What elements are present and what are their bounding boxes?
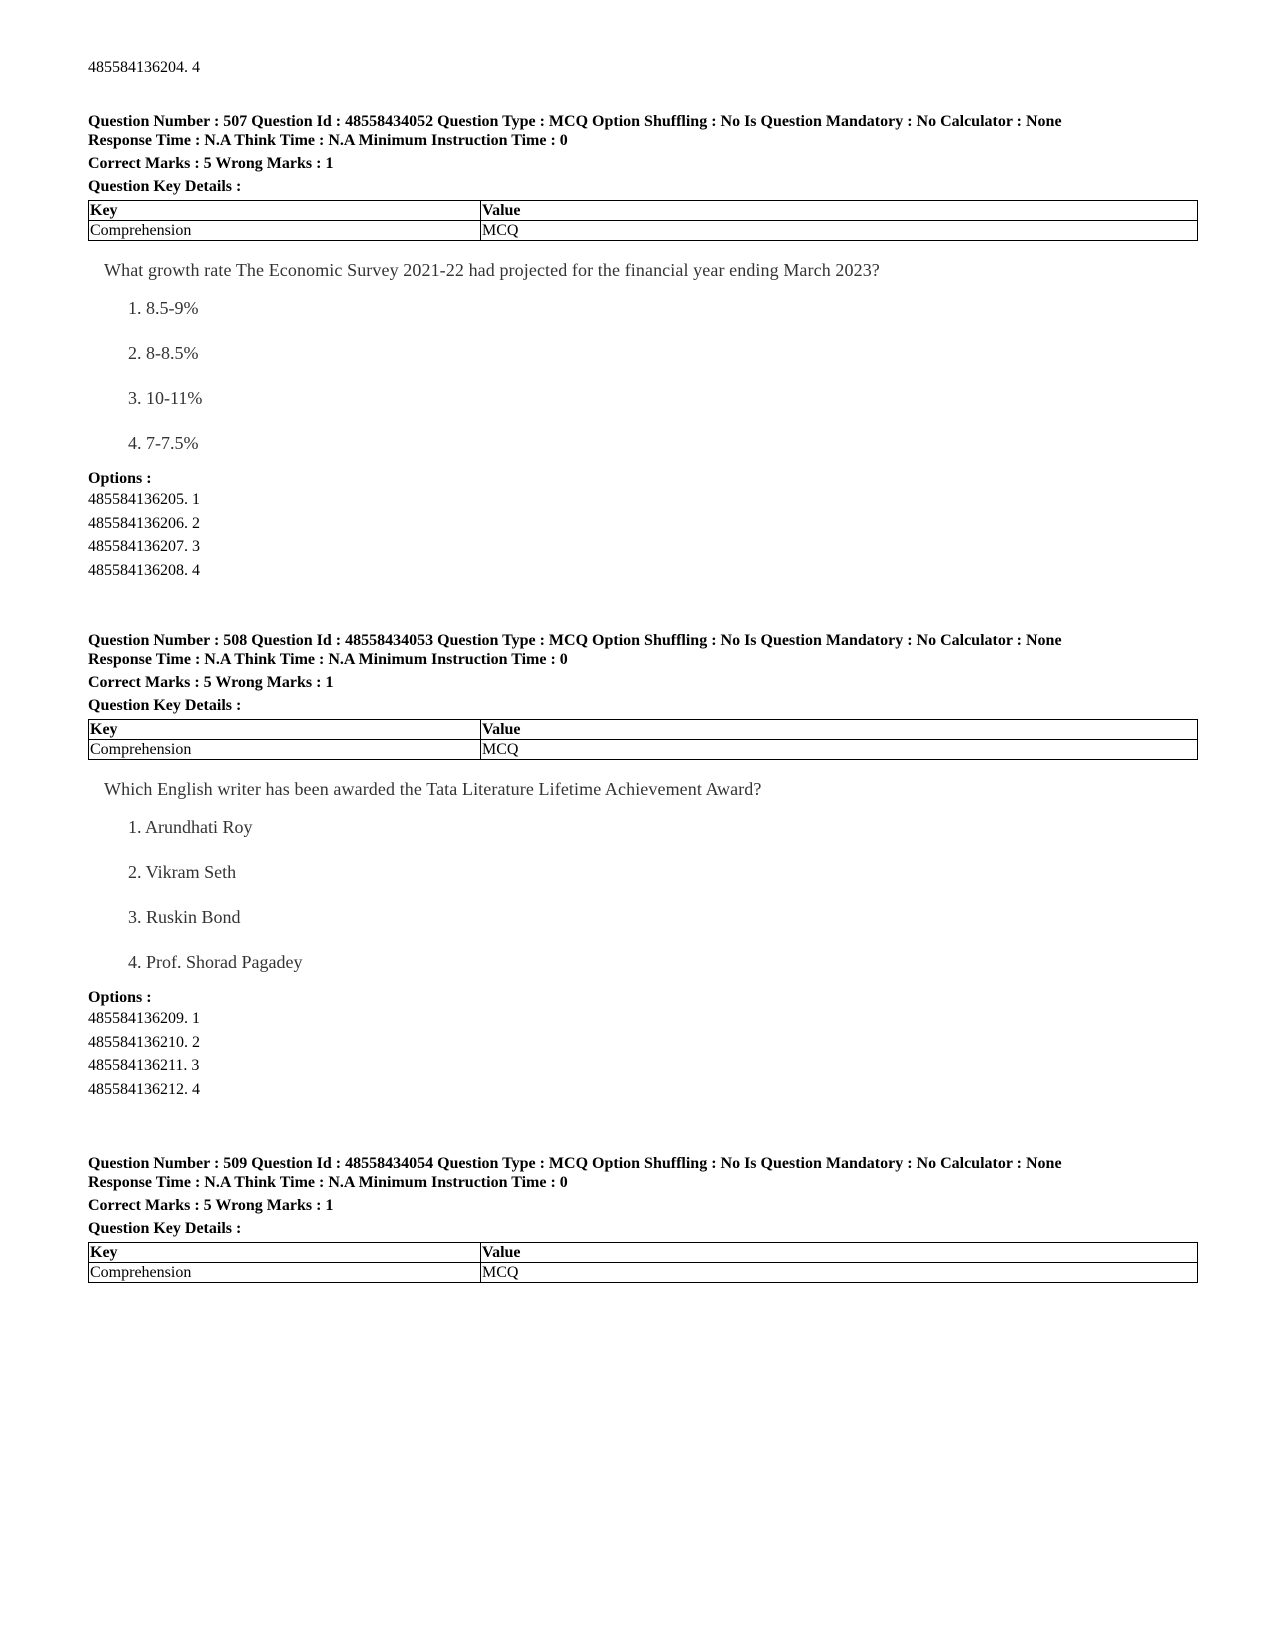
table-header-key: Key — [89, 720, 481, 740]
question-meta-line: Question Number : 507 Question Id : 48558434052 Question Type : MCQ Option Shuffling : No Is Question Mandatory : No Calculator : None — [88, 113, 1062, 130]
question-meta-line: Question Number : 509 Question Id : 48558434054 Question Type : MCQ Option Shuffling : No Is Question Mandatory : No Calculator : None — [88, 1155, 1062, 1172]
question-key-label: Question Key Details : — [88, 178, 242, 195]
answer-choice: 3. 10-11% — [128, 388, 203, 408]
table-header-key: Key — [89, 1243, 481, 1263]
answer-choices — [128, 816, 1198, 996]
answer-choice: 1. Arundhati Roy — [128, 817, 253, 837]
options-label: Options : — [88, 470, 152, 487]
table-header-row — [89, 1243, 1198, 1263]
table-cell-key: Comprehension — [89, 1263, 481, 1283]
table-row — [89, 221, 1198, 241]
question-meta — [88, 1154, 1198, 1192]
table-row — [89, 740, 1198, 760]
option-id: 485584136209. 1 — [88, 1010, 200, 1027]
question-marks: Correct Marks : 5 Wrong Marks : 1 — [88, 155, 334, 172]
options-label: Options : — [88, 989, 152, 1006]
previous-option-id: 485584136204. 4 — [88, 59, 200, 76]
table-row — [89, 1263, 1198, 1283]
table-cell-value: MCQ — [481, 1263, 1198, 1283]
option-id-list — [88, 1007, 1198, 1101]
question-key-table — [88, 200, 1198, 241]
question-key-table — [88, 719, 1198, 760]
table-header-value: Value — [481, 201, 1198, 221]
option-id: 485584136211. 3 — [88, 1057, 200, 1074]
answer-choices — [128, 297, 1198, 477]
answer-choice: 4. 7-7.5% — [128, 433, 199, 453]
question-marks: Correct Marks : 5 Wrong Marks : 1 — [88, 674, 334, 691]
question-marks: Correct Marks : 5 Wrong Marks : 1 — [88, 1197, 334, 1214]
question-meta-line: Response Time : N.A Think Time : N.A Minimum Instruction Time : 0 — [88, 651, 568, 668]
option-id: 485584136207. 3 — [88, 538, 200, 555]
option-id-list — [88, 488, 1198, 582]
question-block-507 — [88, 112, 1198, 582]
table-cell-key: Comprehension — [89, 221, 481, 241]
option-id: 485584136205. 1 — [88, 491, 200, 508]
answer-choice: 2. Vikram Seth — [128, 862, 237, 882]
answer-choice: 2. 8-8.5% — [128, 343, 199, 363]
question-meta-line: Response Time : N.A Think Time : N.A Minimum Instruction Time : 0 — [88, 1174, 568, 1191]
question-stem: Which English writer has been awarded the Tata Literature Lifetime Achievement Award? — [104, 779, 762, 799]
table-cell-value: MCQ — [481, 221, 1198, 241]
question-key-label: Question Key Details : — [88, 1220, 242, 1237]
table-cell-value: MCQ — [481, 740, 1198, 760]
question-meta — [88, 631, 1198, 669]
table-cell-key: Comprehension — [89, 740, 481, 760]
table-header-row — [89, 201, 1198, 221]
option-id: 485584136212. 4 — [88, 1080, 200, 1098]
question-block-509 — [88, 1154, 1198, 1283]
question-meta — [88, 112, 1198, 150]
question-key-label: Question Key Details : — [88, 697, 242, 714]
table-header-key: Key — [89, 201, 481, 221]
answer-choice: 4. Prof. Shorad Pagadey — [128, 952, 303, 972]
table-header-value: Value — [481, 1243, 1198, 1263]
question-meta-line: Question Number : 508 Question Id : 48558434053 Question Type : MCQ Option Shuffling : No Is Question Mandatory : No Calculator : None — [88, 632, 1062, 649]
option-id: 485584136210. 2 — [88, 1033, 200, 1051]
question-block-508 — [88, 631, 1198, 1101]
table-header-row — [89, 720, 1198, 740]
option-id: 485584136206. 2 — [88, 514, 200, 532]
answer-choice: 1. 8.5-9% — [128, 298, 199, 318]
option-id: 485584136208. 4 — [88, 561, 200, 579]
question-meta-line: Response Time : N.A Think Time : N.A Minimum Instruction Time : 0 — [88, 132, 568, 149]
table-header-value: Value — [481, 720, 1198, 740]
question-stem: What growth rate The Economic Survey 2021-22 had projected for the financial year ending March 2023? — [104, 260, 880, 280]
answer-choice: 3. Ruskin Bond — [128, 907, 241, 927]
question-key-table — [88, 1242, 1198, 1283]
